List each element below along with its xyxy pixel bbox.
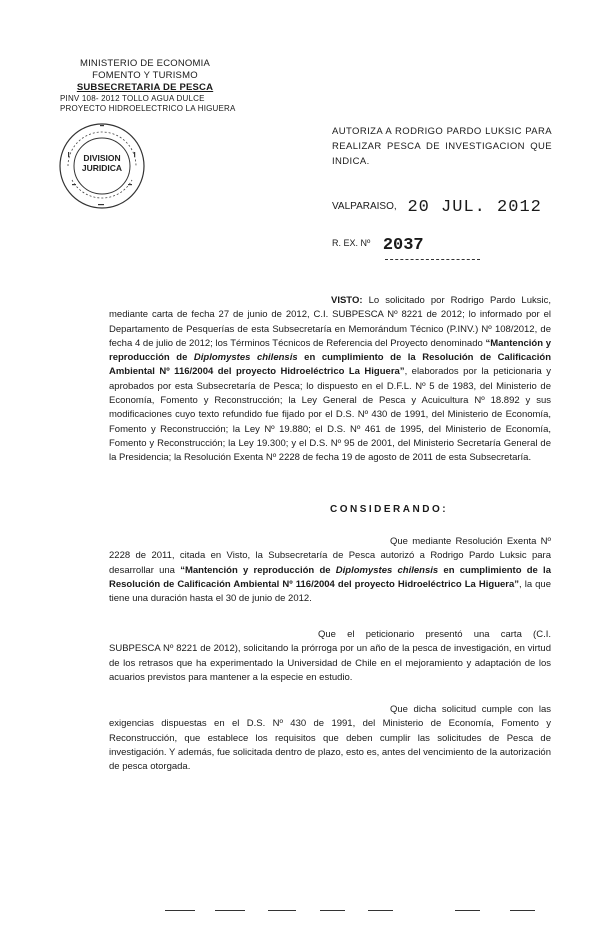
resolution-subject: AUTORIZA A RODRIGO PARDO LUKSIC PARA REALIZAR PESCA DE INVESTIGACION QUE INDICA. [332,126,552,167]
seal-line-1: DIVISION [83,153,121,163]
ministry-line-2: FOMENTO Y TURISMO [92,70,198,81]
footer-scan-marks [0,900,600,930]
place-and-date [332,198,542,217]
considerando-3 [109,703,551,774]
visto-label: VISTO: [331,295,363,306]
seal-line-2: JURIDICA [81,163,123,173]
resolution-number [332,236,424,255]
letterhead [60,58,236,114]
considerando-1 [109,535,551,606]
seal-text [58,153,146,173]
c1-species: Diplomystes chilensis [335,564,439,576]
file-reference-1: PINV 108- 2012 TOLLO AGUA DULCE [60,94,205,103]
visto-project-2: en cumplimiento de la Resolución de Calificación Ambiental Nº 116/2004 del proyecto Hidroeléctrico La Higuera” [109,352,551,378]
visto-species: Diplomystes chilensis [193,352,298,364]
ministry-line-1: MINISTERIO DE ECONOMIA [79,58,211,69]
visto-text-1: Lo solicitado por Rodrigo Pardo Luksic, mediante carta de fecha 27 de junio de 2012, C.I. SUBPESCA Nº 8221 de 2012; lo informado por el Departamento de Pesquerías de esta Subsecretaría en Memorándum Técnico (P.INV.) Nº 108/2012, de fecha 4 de julio de 2012; los Términos Técnicos de Referencia del Proyecto denominado [109,295,551,349]
rex-label: R. EX. Nº [332,238,371,248]
place-label: VALPARAISO, [332,201,397,212]
file-reference-2: PROYECTO HIDROELECTRICO LA HIGUERA [60,104,236,113]
c1-project-1: “Mantención y reproducción de [180,564,336,576]
visto-text-2: , elaborados por la peticionaria y aprobados por esta Subsecretaría de Pesca; lo dispuesto en el D.F.L. Nº 5 de 1983, del Ministerio de Economía, Fomento y Reconstrucción; la Ley General de Pesca y Acuicultura Nº 18.892 y sus modificaciones cuyo texto refundido fue fijado por el D.S. Nº 430 de 1991, del Ministerio de Economía, Fomento y Reconstrucción; la Ley Nº 19.880; el D.S. Nº 461 de 1995, del Ministerio de Economía, Fomento y Reconstrucción; la Ley 19.300; y el D.S. Nº 95 de 2001, del Ministerio Secretaría General de la Presidencia; la Resolución Exenta Nº 2228 de fecha 19 de agosto de 2011 de esta Subsecretaría. [109,366,552,464]
c1-text-1: Que mediante Resolución Exenta Nº 2228 de 2011, citada en Visto, la Subsecretaría de Pesca autorizó a Rodrigo Pardo Luksic para desarrollar una [109,536,551,576]
stamped-date: 20 JUL. 2012 [407,198,542,217]
visto-paragraph [109,294,551,466]
considerando-title: CONSIDERANDO: [330,504,449,515]
c2-text: Que el peticionario presentó una carta (C.I. SUBPESCA Nº 8221 de 2012), solicitando la prórroga por un año de la pesca de investigación, en virtud de los retrasos que ha experimentado la Universidad de Chile en el mejoramiento y adaptación de los acuarios previstos para mantener a la especie en estudio. [109,629,551,683]
c3-text: Que dicha solicitud cumple con las exigencias dispuestas en el D.S. Nº 430 de 1991, del Ministerio de Economía, Fomento y Reconstrucción, que establece los requisitos que deben cumplir las solicitudes de Pesca de investigación. Y además, fue solicitada dentro de plazo, esto es, antes del vencimiento de la autorización de pesca otorgada. [109,704,551,773]
c1-text-2: , la que tiene una duración hasta el 30 de junio de 2012. [109,578,551,605]
subsecretaria-title: SUBSECRETARIA DE PESCA [76,82,214,93]
rex-number: 2037 [382,236,424,255]
considerando-2 [109,628,551,685]
c1-project-2: en cumplimiento de la Resolución de Calificación Ambiental Nº 116/2004 del proyecto Hidroeléctrico La Higuera” [109,564,551,590]
rex-number-underline [385,259,480,260]
visto-project-1: “Mantención y reproducción de [109,337,552,364]
